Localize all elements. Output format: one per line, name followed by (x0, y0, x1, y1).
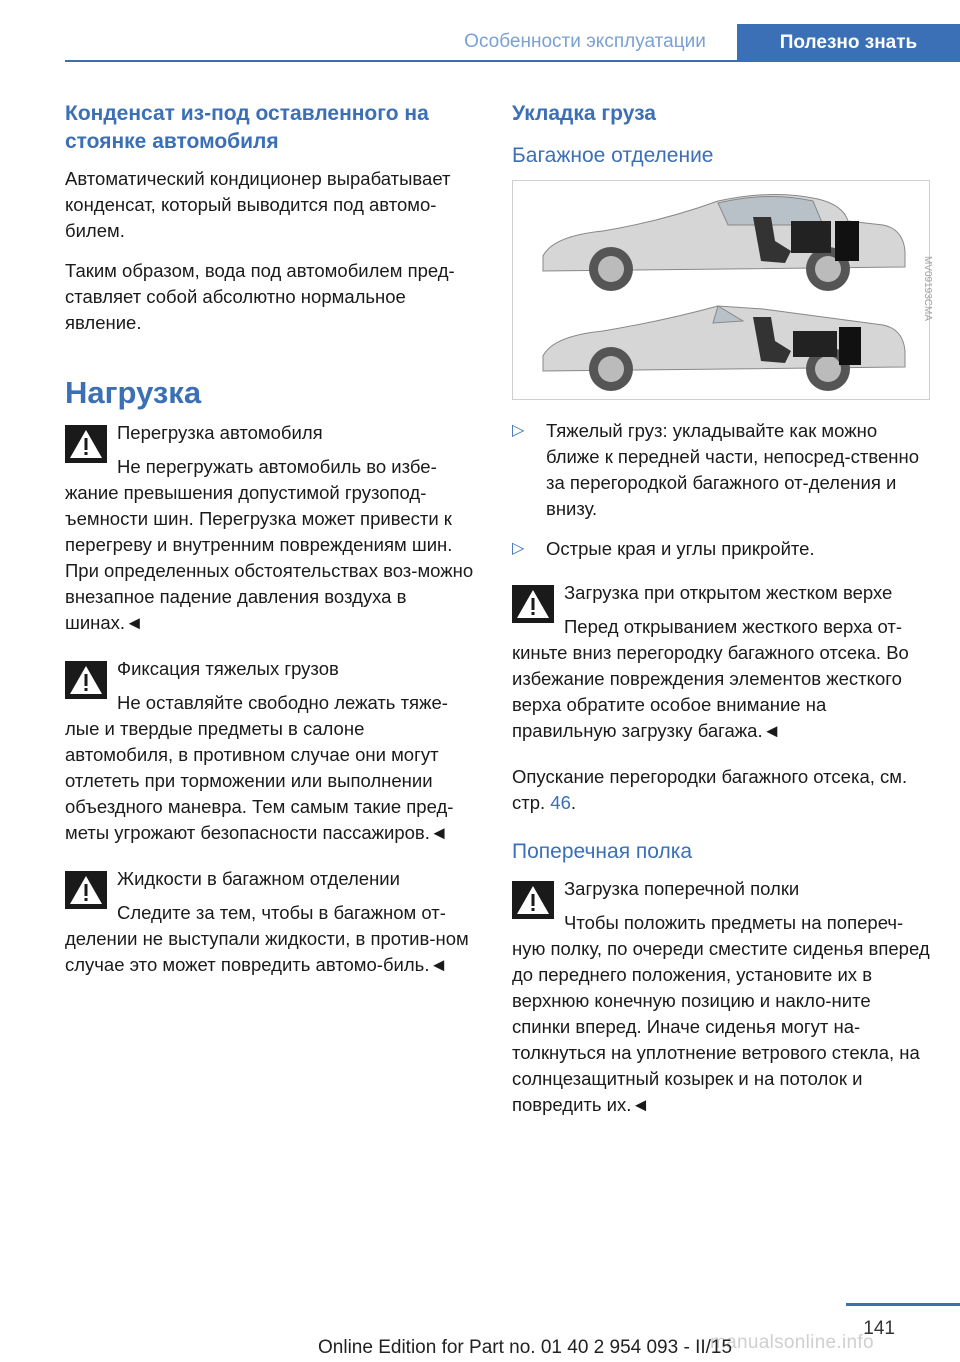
warning-open-hardtop-title: Загрузка при открытом жестком верхе (564, 582, 893, 603)
warning-overload-text: Не перегружать автомобиль во избе-жание превышения допустимой грузопод-ъемности шин. Перегрузка может привести к перегреву и внутренним повреждениям шин. При определенных обстоятельствах воз-можно внезапное падение давления воздуха в шинах.◄ (65, 456, 474, 633)
warning-shelf-loading-title: Загрузка поперечной полки (564, 878, 800, 899)
warning-overload-title: Перегрузка автомобиля (117, 422, 323, 443)
warning-shelf-loading-text: Чтобы положить предметы на попереч-ную полку, по очереди сместите сиденья вперед до переднего положения, установите их в верхнюю конечную позицию и накло-ните спинки вперед. Иначе сиденья могут на-толкнуться на уплотнение ветрового стекла, на солнцезащитный козырек и на потолок и повредить их.◄ (512, 912, 930, 1115)
warning-triangle-icon (512, 585, 554, 623)
bullet-sharp-edges-text: Острые края и углы прикройте. (546, 538, 815, 559)
figure-code: MV09193CMA (922, 255, 933, 321)
car-illustration (513, 181, 929, 399)
warning-overload (65, 420, 475, 636)
trunk-heading: Багажное отделение (512, 144, 714, 167)
warning-liquids (65, 866, 475, 978)
warning-liquids-text: Следите за тем, чтобы в багажном от-делении не выступали жидкости, в против-ном случае это может повредить автомо-биль.◄ (65, 902, 469, 975)
car-top-closed (543, 194, 905, 291)
left-column (65, 100, 475, 998)
right-column (512, 100, 932, 1138)
warning-heavy-loads (65, 656, 475, 846)
warning-heavy-loads-title: Фиксация тяжелых грузов (117, 658, 339, 679)
header-active-tab[interactable]: Полезно знать (737, 24, 960, 62)
condensate-heading: Конденсат из-под оставленного на стоянке автомобиля (65, 102, 429, 153)
load-heading: Нагрузка (65, 375, 202, 410)
warning-triangle-icon (65, 661, 107, 699)
condensate-paragraph-1: Автоматический кондиционер вырабатывает конденсат, который выводится под автомо-билем. (65, 168, 451, 241)
trunk-figure (512, 180, 933, 400)
bullet-heavy-load (512, 418, 932, 522)
watermark: manualsonline.info (710, 1332, 874, 1353)
warning-liquids-title: Жидкости в багажном отделении (117, 868, 400, 889)
warning-triangle-icon (65, 425, 107, 463)
warning-triangle-icon (65, 871, 107, 909)
warning-open-hardtop (512, 580, 932, 744)
warning-shelf-loading (512, 876, 932, 1118)
triangle-right-icon: ▷ (512, 540, 525, 557)
bullet-sharp-edges (512, 536, 932, 562)
lower-partition-end: . (570, 792, 577, 813)
warning-heavy-loads-text: Не оставляйте свободно лежать тяже-лые и твердые предметы в салоне автомобиля, в противном случае они могут отлететь при торможении или выполнении объездного маневра. Тем самым такие пред-меты угрожают безопасности пассажиров.◄ (65, 692, 454, 843)
lower-partition-text: Опускание перегородки багажного отсека, см. стр. (512, 766, 908, 813)
stowing-heading: Укладка груза (512, 102, 656, 125)
page-number: 141 (863, 1318, 895, 1339)
car-top-open (543, 306, 905, 391)
bullet-heavy-load-text: Тяжелый груз: укладывайте как можно ближе к передней части, непосред-ственно за перегородкой багажного от-деления и внизу. (546, 420, 919, 519)
shelf-heading: Поперечная полка (512, 840, 693, 863)
header-section-tab[interactable]: Особенности эксплуатации (464, 31, 706, 52)
warning-triangle-icon (512, 881, 554, 919)
page-link[interactable]: 46 (550, 792, 571, 813)
triangle-right-icon: ▷ (512, 422, 525, 439)
lower-partition-reference (512, 764, 932, 816)
condensate-paragraph-2: Таким образом, вода под автомобилем пред-ставляет собой абсолютно нормальное явление. (65, 260, 455, 333)
warning-open-hardtop-text: Перед открыванием жесткого верха от-киньте вниз перегородку багажного отсека. Во избежание повреждения элементов жесткого верха обратите особое внимание на правильную загрузку багажа.◄ (512, 616, 909, 741)
footer-edition: Online Edition for Part no. 01 40 2 954 093 - II/15 (318, 1337, 733, 1358)
header-rule (65, 60, 960, 62)
page-number-rule (846, 1303, 960, 1306)
